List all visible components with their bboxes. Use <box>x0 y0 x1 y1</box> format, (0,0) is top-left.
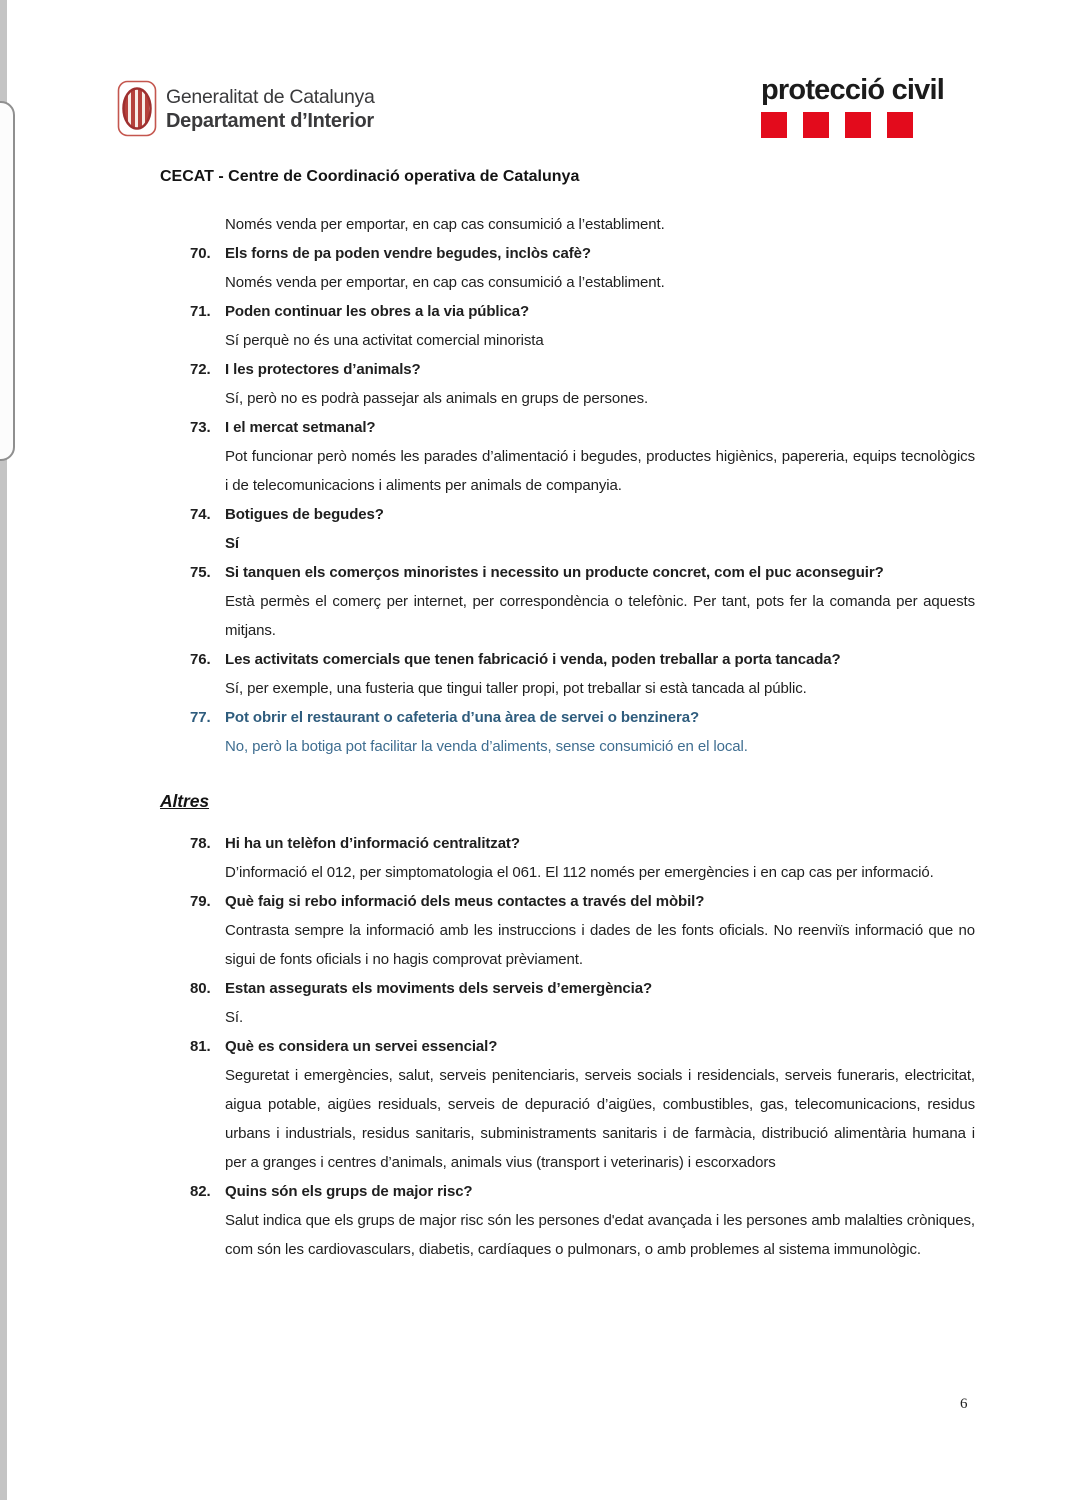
red-square-icon <box>803 112 829 138</box>
question-text: Els forns de pa poden vendre begudes, inclòs cafè? <box>225 245 591 262</box>
faq-question <box>160 829 975 858</box>
faq-question <box>160 500 975 529</box>
red-square-icon <box>761 112 787 138</box>
logo-line-departament: Departament d’Interior <box>166 110 374 132</box>
question-text: Hi ha un telèfon d’informació centralitzat? <box>225 835 520 852</box>
question-text: Botigues de begudes? <box>225 506 384 523</box>
faq-question <box>160 703 975 732</box>
faq-question <box>160 413 975 442</box>
answer-text: Sí <box>225 535 239 552</box>
question-number: 81. <box>190 1038 211 1055</box>
faq-question <box>160 974 975 1003</box>
document-header: CECAT - Centre de Coordinació operativa de Catalunya <box>160 168 580 185</box>
faq-list <box>160 210 975 1264</box>
answer-text: Sí. <box>225 1009 244 1026</box>
logo-line-generalitat: Generalitat de Catalunya <box>166 86 375 108</box>
question-text: Estan assegurats els moviments dels serveis d’emergència? <box>225 980 653 997</box>
faq-question <box>160 1177 975 1206</box>
answer-text: No, però la botiga pot facilitar la venda d’aliments, sense consumició en el local. <box>225 738 748 755</box>
answer-text: Pot funcionar però només les parades d’alimentació i begudes, productes higiènics, papereria, equips tecnològics i de telecomunicacions i aliments per animals de companyia. <box>225 448 975 494</box>
question-number: 78. <box>190 835 211 852</box>
question-number: 79. <box>190 893 211 910</box>
question-number: 80. <box>190 980 211 997</box>
question-text: Les activitats comercials que tenen fabricació i venda, poden treballar a porta tancada? <box>225 651 841 668</box>
answer-text: Salut indica que els grups de major risc són les persones d'edat avançada i les persones amb malalties cròniques, com són les cardiovasculars, diabetis, cardíaques o pulmonars, o amb problemes al sistema immunològic. <box>225 1212 975 1258</box>
generalitat-logo <box>117 80 375 137</box>
answer-text: Contrasta sempre la informació amb les instruccions i dades de les fonts oficials. No reenviïs informació que no sigui de fonts oficials i no hagis comprovat prèviament. <box>225 922 975 968</box>
faq-question <box>160 645 975 674</box>
question-text: I el mercat setmanal? <box>225 419 376 436</box>
question-text: Si tanquen els comerços minoristes i necessito un producte concret, com el puc aconseguir? <box>225 564 884 581</box>
question-number: 76. <box>190 651 211 668</box>
question-number: 75. <box>190 564 211 581</box>
answer-text: D’informació el 012, per simptomatologia el 061. El 112 només per emergències i en cap cas per informació. <box>225 864 934 881</box>
question-text: Pot obrir el restaurant o cafeteria d’una àrea de servei o benzinera? <box>225 709 700 726</box>
generalitat-logo-text <box>166 80 375 137</box>
faq-question <box>160 887 975 916</box>
answer-text: Només venda per emportar, en cap cas consumició a l’establiment. <box>225 216 665 233</box>
proteccio-civil-title: protecció civil <box>761 74 945 106</box>
viewer-sidebar-tab[interactable] <box>0 101 15 461</box>
answer-text: Sí, per exemple, una fusteria que tingui taller propi, pot treballar si està tancada al públic. <box>225 680 807 697</box>
question-text: Què faig si rebo informació dels meus contactes a través del mòbil? <box>225 893 705 910</box>
answer-text: Seguretat i emergències, salut, serveis penitenciaris, serveis socials i residencials, serveis funeraris, electricitat, aigua potable, aigües residuals, serveis de depuració d’aigües, combustibles, gas, telecomunicacions, residus urbans i industrials, residus sanitaris, subministraments sanitaris i de farmàcia, distribució alimentària humana i per a granges i centres d’animals, animals vius (transport i veterinaris) i escorxadors <box>225 1067 975 1171</box>
generalitat-shield-icon <box>117 80 157 137</box>
faq-question <box>160 355 975 384</box>
answer-text: Sí perquè no és una activitat comercial minorista <box>225 332 544 349</box>
section-heading: Altres <box>160 791 210 811</box>
question-text: Què es considera un servei essencial? <box>225 1038 498 1055</box>
question-number: 73. <box>190 419 211 436</box>
red-square-icon <box>845 112 871 138</box>
answer-text: Només venda per emportar, en cap cas consumició a l’establiment. <box>225 274 665 291</box>
question-number: 71. <box>190 303 211 320</box>
question-text: I les protectores d’animals? <box>225 361 421 378</box>
question-number: 72. <box>190 361 211 378</box>
proteccio-civil-squares <box>761 112 944 138</box>
question-number: 77. <box>190 709 211 726</box>
proteccio-civil-logo <box>761 74 944 138</box>
question-number: 74. <box>190 506 211 523</box>
answer-text: Sí, però no es podrà passejar als animals en grups de persones. <box>225 390 649 407</box>
faq-question <box>160 1032 975 1061</box>
faq-question <box>160 297 975 326</box>
question-number: 70. <box>190 245 211 262</box>
page-number: 6 <box>960 1396 968 1412</box>
question-number: 82. <box>190 1183 211 1200</box>
question-text: Quins són els grups de major risc? <box>225 1183 473 1200</box>
question-text: Poden continuar les obres a la via pública? <box>225 303 530 320</box>
answer-text: Està permès el comerç per internet, per correspondència o telefònic. Per tant, pots fer la comanda per aquests mitjans. <box>225 593 975 639</box>
red-square-icon <box>887 112 913 138</box>
faq-question <box>160 239 975 268</box>
faq-question <box>160 558 975 587</box>
